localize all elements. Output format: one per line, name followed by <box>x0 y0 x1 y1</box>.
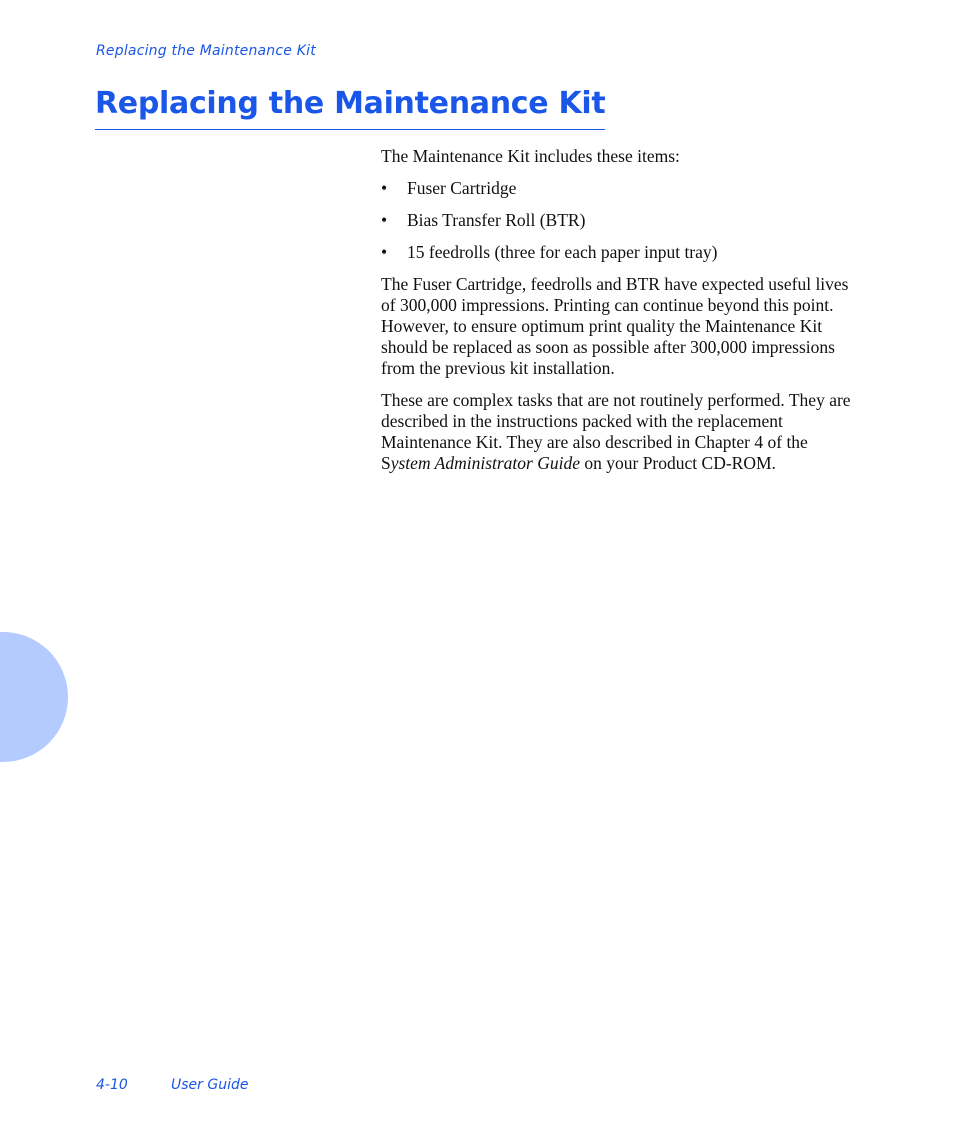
instructions-paragraph <box>381 390 861 474</box>
footer-guide-name: User Guide <box>171 1077 249 1093</box>
bullet-icon: • <box>381 242 388 262</box>
running-header: Replacing the Maintenance Kit <box>96 43 316 59</box>
list-item-text: 15 feedrolls (three for each paper input tray) <box>407 242 718 262</box>
intro-paragraph: The Maintenance Kit includes these items: <box>381 146 680 166</box>
title-rule <box>95 129 605 130</box>
page-title: Replacing the Maintenance Kit <box>95 86 606 121</box>
list-item-text: Fuser Cartridge <box>407 178 517 198</box>
instructions-text-end: on your Product CD-ROM. <box>580 453 776 473</box>
guide-title-italic: ystem Administrator Guide <box>390 453 580 473</box>
lifespan-paragraph: The Fuser Cartridge, feedrolls and BTR have expected useful lives of 300,000 impressions. Printing can continue beyond this point. However, to ensure optimum print quality the Maintenance Kit should be replaced as soon as possible after 300,000 impressions from the previous kit installation. <box>381 274 849 378</box>
footer-page-number: 4-10 <box>96 1077 128 1093</box>
list-item-text: Bias Transfer Roll (BTR) <box>407 210 586 230</box>
body-column <box>381 146 861 485</box>
instructions-text: These are complex tasks that are not routinely performed. They are described in the instructions packed with the replacement Maintenance Kit. They are also described in Chapter 4 of the S <box>381 390 851 473</box>
list-item <box>381 178 861 199</box>
bullet-icon: • <box>381 178 388 198</box>
list-item <box>381 242 861 263</box>
maintenance-kit-item-list <box>381 178 861 263</box>
bullet-icon: • <box>381 210 388 230</box>
chapter-side-tab <box>0 632 68 762</box>
list-item <box>381 210 861 231</box>
